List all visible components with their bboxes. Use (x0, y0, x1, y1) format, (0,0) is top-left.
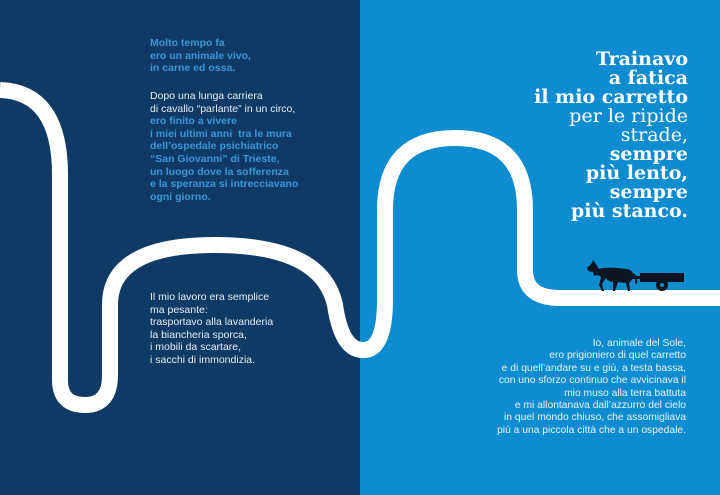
horse-and-cart-icon (585, 258, 695, 294)
story-line: Dopo una lunga carriera (150, 90, 263, 102)
story-line: un luogo dove la sofferenza (150, 165, 289, 178)
quote-line: a fatica (608, 67, 688, 89)
quote-line: sempre (609, 181, 688, 203)
quote-line: il mio carretto (534, 86, 688, 108)
quote-line: più stanco. (570, 200, 688, 222)
story-paragraph (150, 90, 298, 203)
work-text: Il mio lavoro era semplice ma pesante: trasportavo alla lavanderia la biancheria sporca, i mobili da scartare, i sacchi di immondizia. (150, 291, 274, 366)
intro-text: Molto tempo fa ero un animale vivo, in carne ed ossa. (150, 37, 251, 75)
quote-line: Trainavo (595, 48, 688, 70)
sun-text: Io, animale del Sole, ero prigioniero di quel carretto e di quell’andare su e giù, a testa bassa, con uno sforzo continuo che avvicinava il mio muso alla terra battuta e mi allontanava dall’azzurro del cielo in quel mondo chiuso, che assomigliava più a una piccola città che a un ospedale. (497, 338, 686, 436)
story-line: ero finito a vivere (150, 115, 237, 128)
story-line: i miei ultimi anni tra le mura (150, 127, 292, 140)
story-line: dell’ospedale psichiatrico (150, 140, 279, 153)
quote-line: più lento, (585, 162, 688, 184)
pull-quote (534, 50, 688, 221)
quote-line: per le ripide (569, 105, 688, 127)
quote-line: sempre (609, 143, 688, 165)
story-line: di cavallo “parlante” in un circo, (150, 102, 296, 115)
quote-line: strade, (620, 124, 688, 146)
story-line: e la speranza si intrecciavano (150, 178, 299, 191)
story-line: ogni giorno. (150, 190, 211, 203)
story-line: “San Giovanni” di Trieste, (150, 152, 280, 165)
